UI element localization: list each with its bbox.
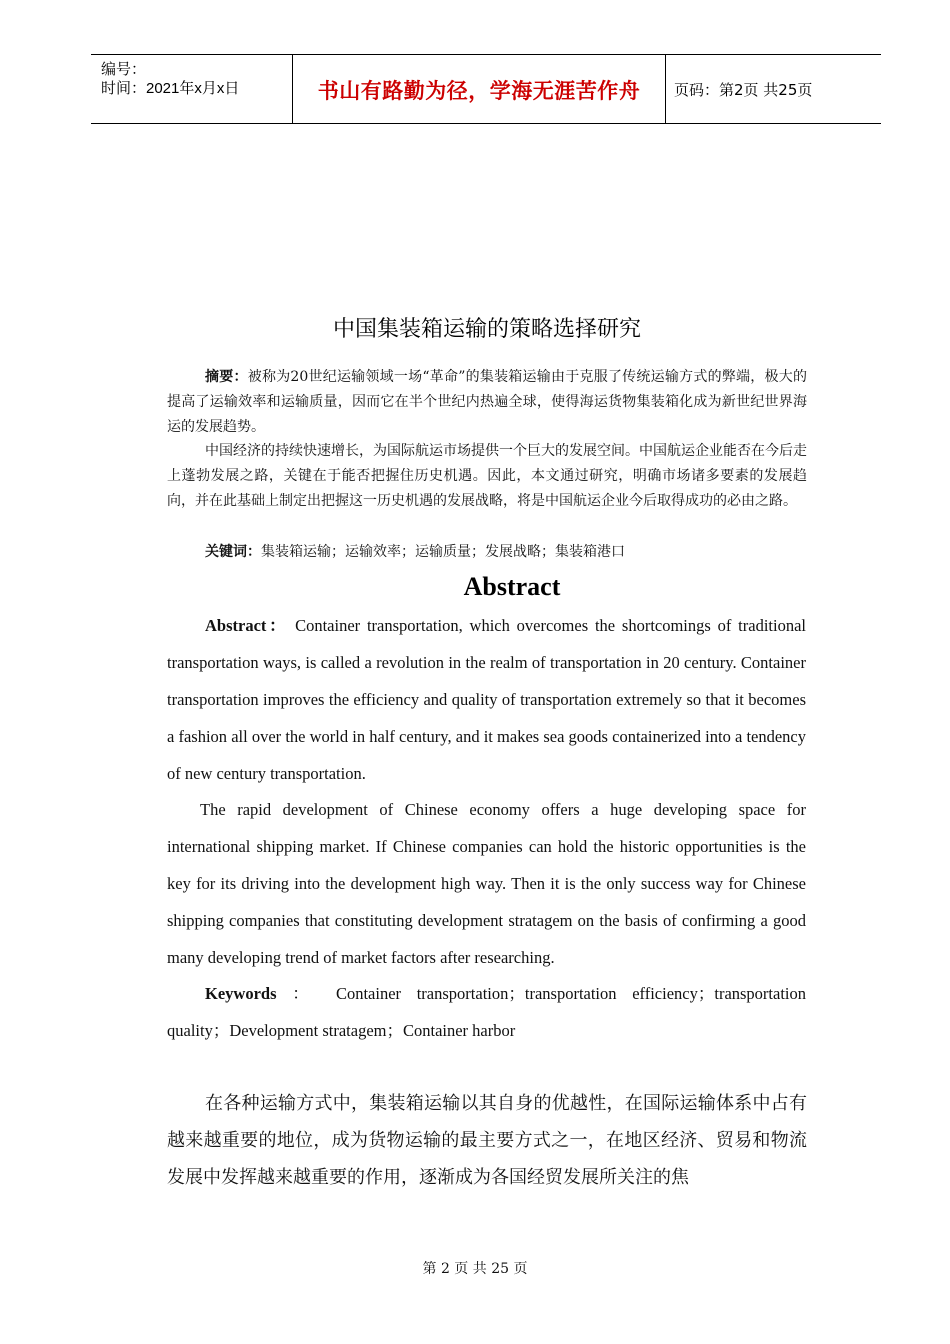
cn-keywords-label: 关键词： — [205, 544, 261, 560]
cn-keywords-text: 集装箱运输；运输效率；运输质量；发展战略；集装箱港口 — [261, 544, 625, 560]
en-abstract-paragraph — [167, 607, 806, 792]
page-header — [91, 54, 881, 124]
abstract-heading: Abstract — [463, 572, 561, 601]
cn-abstract-paragraph-2: 中国经济的持续快速增长，为国际航运市场提供一个巨大的发展空间。中国航运企业能否在今后走上蓬勃发展之路，关键在于能否把握住历史机遇。因此，本文通过研究，明确市场诸多要素的发展趋向，并在此基础上制定出把握这一历史机遇的发展战略，将是中国航运企业今后取得成功的必由之路。 — [167, 443, 807, 509]
cn-abstract-paragraph — [167, 365, 807, 440]
header-meta-cell — [91, 55, 293, 123]
en-abstract-label: Abstract： — [205, 616, 289, 635]
page-info: 页码：第2页 共25页 — [674, 81, 813, 99]
date-label: 时间：2021年x月x日 — [101, 80, 240, 97]
number-label: 编号： — [101, 61, 147, 78]
header-page-cell — [666, 55, 881, 123]
en-keywords-label: Keywords — [205, 984, 277, 1003]
document-title: 中国集装箱运输的策略选择研究 — [332, 317, 641, 342]
cn-keywords — [167, 540, 807, 565]
en-abstract-paragraph-2: The rapid development of Chinese economy offers a huge developing space for international shipping market. If Chinese companies can hold the historic opportunities is the key for its driving into the development high way. Then it is the only success way for Chinese shipping companies that constituting development stratagem on the basis of confirming a good many developing trend of market factors after researching. — [167, 800, 806, 967]
en-keywords-text: Container transportation；transportation efficiency；transportation quality；Development stratagem；Container harbor — [167, 984, 807, 1040]
body-paragraph: 在各种运输方式中，集装箱运输以其自身的优越性，在国际运输体系中占有越来越重要的地位，成为货物运输的最主要方式之一，在地区经济、贸易和物流发展中发挥越来越重要的作用，逐渐成为各国经贸发展所关注的焦 — [167, 1093, 807, 1188]
en-abstract-text: Container transportation, which overcomes the shortcomings of traditional transportation ways, is called a revolution in the realm of transportation in 20 century. Container transportation improves the efficiency and quality of transportation extremely so that it becomes a fashion all over the world in half century, and it makes sea goods containerized into a tendency of new century transportation. — [167, 616, 806, 783]
header-motto-cell — [293, 55, 666, 123]
en-keywords — [167, 975, 806, 1049]
cn-abstract-text: 被称为20世纪运输领域一场“革命”的集装箱运输由于克服了传统运输方式的弊端，极大的提高了运输效率和运输质量，因而它在半个世纪内热遍全球，使得海运货物集装箱化成为新世纪世界海运的发展趋势。 — [167, 369, 808, 435]
motto: 书山有路勤为径，学海无涯苦作舟 — [317, 79, 641, 103]
page-footer: 第 2 页 共 25 页 — [422, 1261, 528, 1277]
cn-abstract-label: 摘要： — [205, 369, 248, 385]
en-keywords-separator: ： — [276, 984, 336, 1003]
